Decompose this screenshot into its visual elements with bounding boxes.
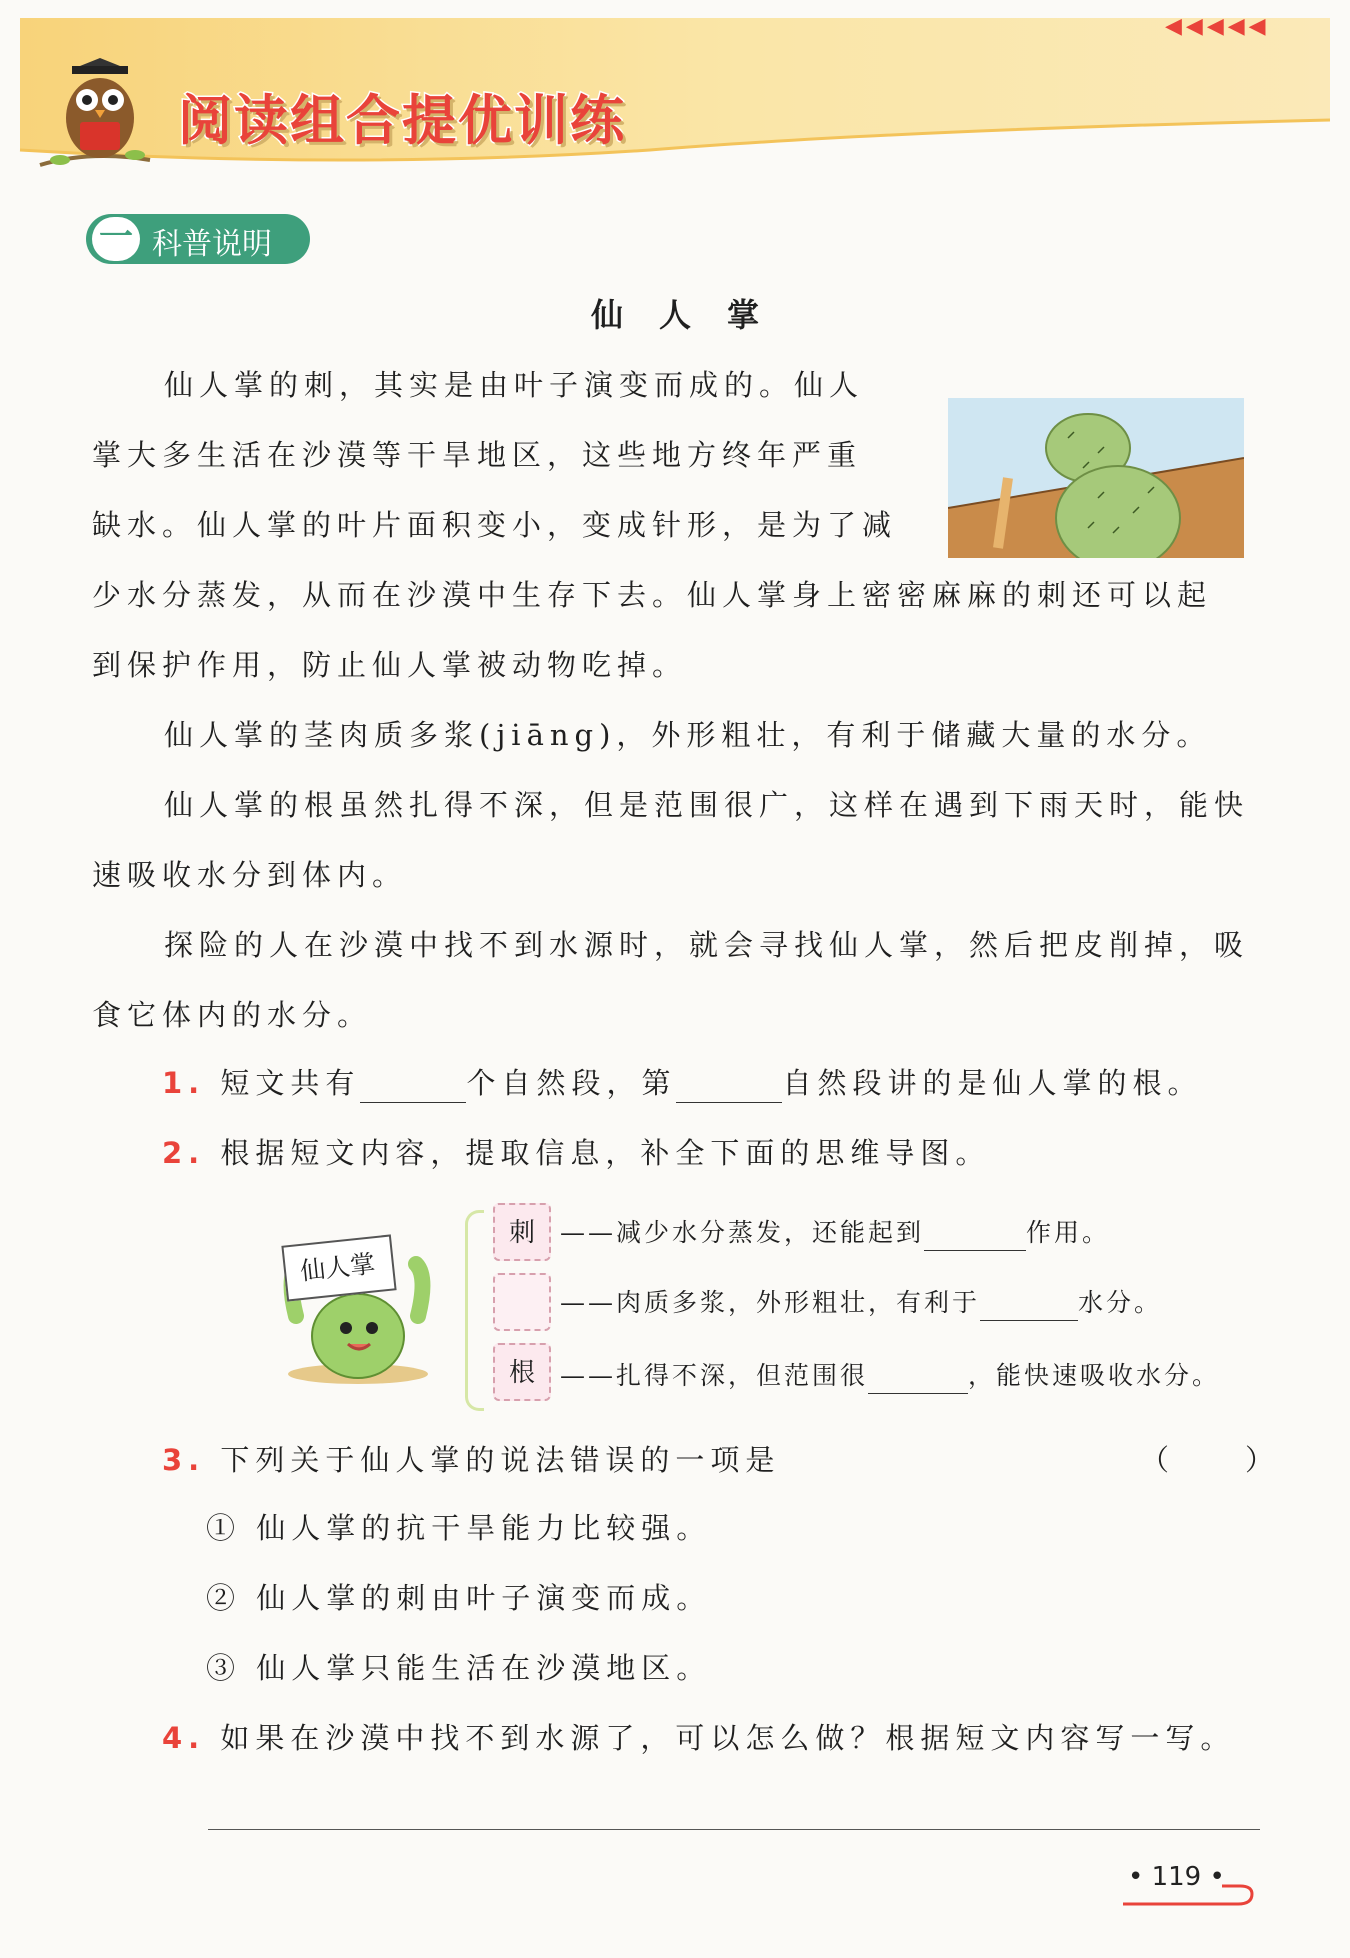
mindmap-box-root: 根 (493, 1343, 551, 1401)
question-1-blank-2[interactable] (676, 1068, 782, 1103)
question-3-number: 3. (162, 1443, 206, 1477)
article-line-6: 仙人掌的茎肉质多浆(jiāng)，外形粗壮，有利于储藏大量的水分。 (164, 718, 1212, 752)
question-2-text: 根据短文内容，提取信息，补全下面的思维导图。 (220, 1136, 991, 1170)
article-line-10: 食它体内的水分。 (92, 998, 373, 1032)
option-1-mark: ① (206, 1511, 242, 1545)
article-title: 仙人掌 (590, 296, 795, 334)
option-2-text: 仙人掌的刺由叶子演变而成。 (256, 1581, 712, 1615)
mindmap-row-2-text-b: 水分。 (1078, 1288, 1163, 1317)
question-1-number: 1. (162, 1066, 206, 1100)
mindmap-blank-1[interactable] (924, 1220, 1026, 1251)
question-3-answer-paren[interactable]: （ ） (1140, 1443, 1281, 1477)
answer-line[interactable] (208, 1829, 1260, 1830)
mindmap-row-3 (560, 1358, 1220, 1394)
article-line-4: 少水分蒸发，从而在沙漠中生存下去。仙人掌身上密密麻麻的刺还可以起 (92, 578, 1213, 612)
article-line-7: 仙人掌的根虽然扎得不深，但是范围很广，这样在遇到下雨天时，能快 (164, 788, 1250, 822)
page-swoosh-icon (1118, 1880, 1258, 1910)
option-1[interactable] (206, 1508, 711, 1548)
option-3-text: 仙人掌只能生活在沙漠地区。 (256, 1651, 712, 1685)
mindmap-row-3-text-b: ，能快速吸收水分。 (968, 1361, 1221, 1390)
mindmap-row-1 (560, 1215, 1110, 1251)
question-1 (162, 1063, 1202, 1103)
question-1-blank-1[interactable] (360, 1068, 466, 1103)
mindmap-box-thorn: 刺 (493, 1203, 551, 1261)
question-1-text-c: 自然段讲的是仙人掌的根。 (782, 1066, 1203, 1100)
option-2[interactable] (206, 1578, 711, 1618)
option-3[interactable] (206, 1648, 711, 1688)
article-line-1: 仙人掌的刺，其实是由叶子演变而成的。仙人 (164, 368, 865, 402)
mindmap-blank-3[interactable] (868, 1363, 968, 1394)
article-line-5: 到保护作用，防止仙人掌被动物吃掉。 (92, 648, 688, 682)
page-number: • 119 • (1128, 1862, 1225, 1892)
question-1-text-a: 短文共有 (220, 1066, 361, 1100)
question-1-text-b: 个自然段，第 (466, 1066, 677, 1100)
article-line-8: 速吸收水分到体内。 (92, 858, 408, 892)
mindmap-box-stem-blank[interactable] (493, 1273, 551, 1331)
article-line-9: 探险的人在沙漠中找不到水源时，就会寻找仙人掌，然后把皮削掉，吸 (164, 928, 1250, 962)
question-2 (162, 1133, 990, 1173)
option-2-mark: ② (206, 1581, 242, 1615)
article-line-3: 缺水。仙人掌的叶片面积变小，变成针形，是为了减 (92, 508, 898, 542)
option-3-mark: ③ (206, 1651, 242, 1685)
mindmap-row-2-text-a: ——肉质多浆，外形粗壮，有利于 (560, 1288, 981, 1317)
mindmap-row-1-text-a: ——减少水分蒸发，还能起到 (560, 1218, 925, 1247)
cactus-illustration (948, 398, 1244, 558)
header-arrow-marks: ◀◀◀◀◀ (1165, 14, 1270, 39)
mindmap-row-3-text-a: ——扎得不深，但范围很 (560, 1361, 869, 1390)
section-number: 一 (92, 217, 140, 261)
question-3-text: 下列关于仙人掌的说法错误的一项是 (220, 1443, 781, 1477)
option-1-text: 仙人掌的抗干旱能力比较强。 (256, 1511, 712, 1545)
article-line-2: 掌大多生活在沙漠等干旱地区，这些地方终年严重 (92, 438, 863, 472)
question-4 (162, 1718, 1235, 1758)
question-4-text: 如果在沙漠中找不到水源了，可以怎么做？根据短文内容写一写。 (220, 1721, 1236, 1755)
mindmap-blank-2[interactable] (980, 1290, 1078, 1321)
mindmap-row-1-text-b: 作用。 (1026, 1218, 1111, 1247)
question-4-number: 4. (162, 1721, 206, 1755)
mindmap-bracket (465, 1210, 484, 1411)
question-2-number: 2. (162, 1136, 206, 1170)
mindmap-row-2 (560, 1285, 1162, 1321)
sign-text: 仙人掌 (298, 1249, 377, 1286)
section-label: 科普说明 (152, 227, 272, 262)
header-title: 阅读组合提优训练 (178, 89, 626, 152)
question-3 (162, 1440, 780, 1480)
